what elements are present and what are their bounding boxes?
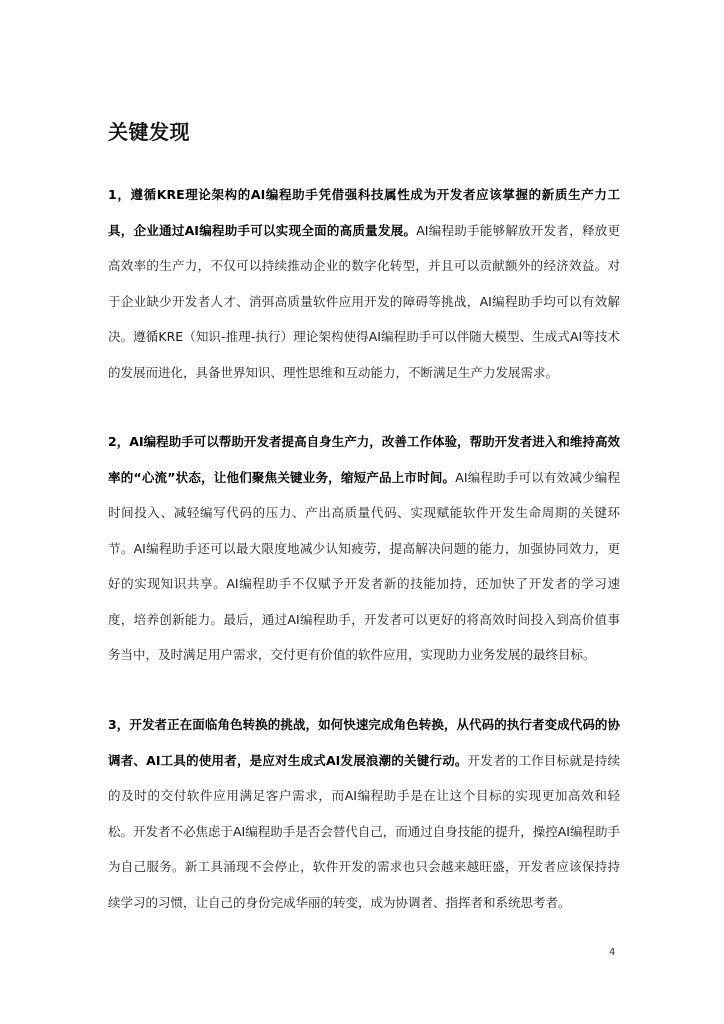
finding-2-bold-lead: 2，AI编程助手可以帮助开发者提高自身生产力，改善工作体验，帮助开发者进入和维持高效率的“心流”状态，让他们聚焦关键业务，缩短产品上市时间。: [108, 434, 620, 485]
finding-3-bold-lead: 3，开发者正在面临角色转换的挑战，如何快速完成角色转换，从代码的执行者变成代码的协调者、AI工具的使用者，是应对生成式AI发展浪潮的关键行动。: [108, 717, 620, 768]
finding-paragraph-1: [108, 177, 620, 390]
finding-paragraph-3: [108, 707, 620, 920]
page-number: 4: [609, 947, 616, 958]
finding-1-bold-lead: 1，遵循KRE理论架构的AI编程助手凭借强科技属性成为开发者应该掌握的新质生产力工具，企业通过AI编程助手可以实现全面的高质量发展。: [108, 187, 620, 238]
finding-paragraph-2: [108, 424, 620, 673]
finding-1-body: AI编程助手能够解放开发者，释放更高效率的生产力，不仅可以持续推动企业的数字化转型，并且可以贡献额外的经济效益。对于企业缺少开发者人才、消弭高质量软件应用开发的障碍等挑战，AI编程助手均可以有效解决。遵循KRE（知识-推理-执行）理论架构使得AI编程助手可以伴随大模型、生成式AI等技术的发展而进化，具备世界知识、理性思维和互动能力，不断满足生产力发展需求。: [108, 222, 620, 380]
finding-2-body: AI编程助手可以有效减少编程时间投入、减轻编写代码的压力、产出高质量代码、实现赋能软件开发生命周期的关键环节。AI编程助手还可以最大限度地减少认知疲劳，提高解决问题的能力，加强协同效力，更好的实现知识共享。AI编程助手不仅赋予开发者新的技能加持，还加快了开发者的学习速度，培养创新能力。最后，通过AI编程助手，开发者可以更好的将高效时间投入到高价值事务当中，及时满足用户需求，交付更有价值的软件应用，实现助力业务发展的最终目标。: [108, 469, 620, 662]
section-heading: 关键发现: [108, 120, 190, 144]
finding-3-body: 开发者的工作目标就是持续的及时的交付软件应用满足客户需求，而AI编程助手是在让这个目标的实现更加高效和轻松。开发者不必焦虑于AI编程助手是否会替代自己，而通过自身技能的提升，操控AI编程助手为自己服务。新工具涌现不会停止，软件开发的需求也只会越来越旺盛，开发者应该保持持续学习的习惯，让自己的身份完成华丽的转变，成为协调者、指挥者和系统思考者。: [108, 752, 620, 910]
